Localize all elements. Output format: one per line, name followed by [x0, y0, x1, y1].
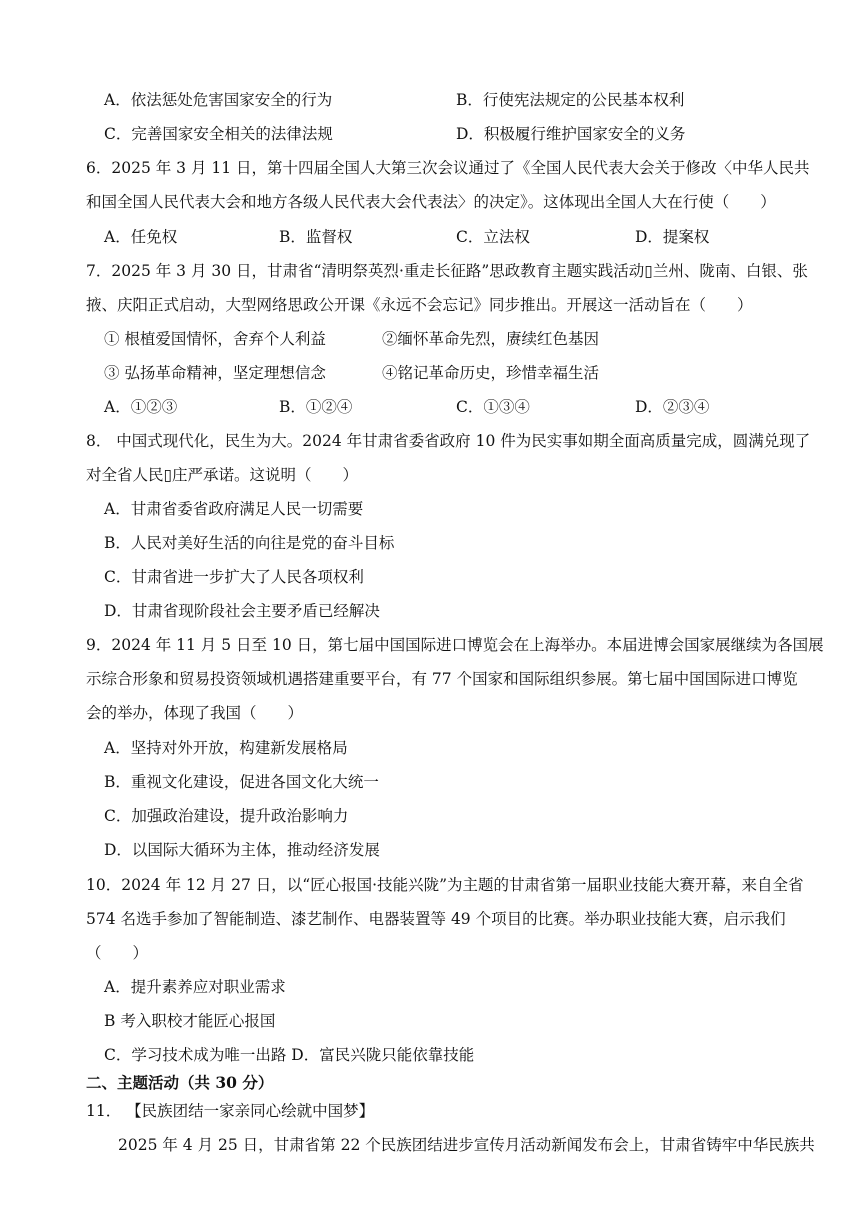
q7-statement-3: ③ 弘扬革命精神，坚定理想信念	[104, 364, 326, 382]
q7-option-d: D．②③④	[635, 398, 710, 416]
q11-title: 11． 【民族团结一家亲同心绘就中国梦】	[86, 1102, 375, 1120]
q9-stem-line-3: 会的举办，体现了我国（ ）	[86, 704, 304, 722]
q9-option-d: D．以国际大循环为主体，推动经济发展	[104, 841, 380, 859]
q9-option-a: A．坚持对外开放，构建新发展格局	[104, 739, 348, 757]
q8-option-a: A．甘肃省委省政府满足人民一切需要	[104, 500, 364, 518]
q10-option-b: B 考入职校才能匠心报国	[104, 1012, 276, 1030]
q8-stem-line-1: 8． 中国式现代化，民生为大。2024 年甘肃省委省政府 10 件为民实事如期全面高质量完成，圆满兑现了	[86, 432, 811, 450]
q8-option-d: D．甘肃省现阶段社会主要矛盾已经解决	[104, 602, 380, 620]
q6-option-d: D．提案权	[635, 228, 710, 246]
q10-stem-line-3: （ ）	[86, 944, 149, 962]
q10-option-c-d: C．学习技术成为唯一出路 D．富民兴陇只能依靠技能	[104, 1046, 475, 1064]
q7-statement-2: ②缅怀革命先烈，赓续红色基因	[382, 330, 600, 348]
q8-option-b: B．人民对美好生活的向往是党的奋斗目标	[104, 534, 395, 552]
q8-stem-line-2: 对全省人民▯庄严承诺。这说明（ ）	[86, 466, 359, 484]
q6-stem-line-1: 6．2025 年 3 月 11 日，第十四届全国人大第三次会议通过了《全国人民代表大会关于修改〈中华人民共	[86, 159, 810, 177]
q6-option-b: B．监督权	[279, 228, 353, 246]
q10-stem-line-1: 10．2024 年 12 月 27 日，以“匠心报国·技能兴陇”为主题的甘肃省第一届职业技能大赛开幕，来自全省	[86, 876, 804, 894]
q9-stem-line-2: 示综合形象和贸易投资领域机遇搭建重要平台，有 77 个国家和国际组织参展。第七届中国国际进口博览	[86, 670, 798, 688]
q9-option-b: B．重视文化建设，促进各国文化大统一	[104, 773, 379, 791]
q7-statement-1: ① 根植爱国情怀，舍弃个人利益	[104, 330, 326, 348]
q11-text-line-1: 2025 年 4 月 25 日，甘肃省第 22 个民族团结进步宣传月活动新闻发布会上，甘肃省铸牢中华民族共	[118, 1136, 815, 1154]
q10-option-a: A．提升素养应对职业需求	[104, 978, 286, 996]
q5-option-c: C．完善国家安全相关的法律法规	[104, 125, 333, 143]
q7-option-a: A．①②③	[104, 398, 178, 416]
q5-option-a: A．依法惩处危害国家安全的行为	[104, 91, 333, 109]
q7-option-b: B．①②④	[279, 398, 353, 416]
q5-option-b: B．行使宪法规定的公民基本权利	[456, 91, 685, 109]
q6-option-c: C．立法权	[456, 228, 530, 246]
q7-stem-line-1: 7．2025 年 3 月 30 日，甘肃省“清明祭英烈·重走长征路”思政教育主题实践活动▯兰州、陇南、白银、张	[86, 262, 808, 280]
q6-stem-line-2: 和国全国人民代表大会和地方各级人民代表大会代表法〉的决定》。这体现出全国人大在行使（ ）	[86, 193, 776, 211]
q9-stem-line-1: 9．2024 年 11 月 5 日至 10 日，第七届中国国际进口博览会在上海举办。本届进博会国家展继续为各国展	[86, 636, 824, 654]
section-2-heading: 二、主题活动（共 30 分）	[86, 1073, 274, 1092]
q6-option-a: A．任免权	[104, 228, 178, 246]
q7-stem-line-2: 掖、庆阳正式启动，大型网络思政公开课《永远不会忘记》同步推出。开展这一活动旨在（ ）	[86, 296, 753, 314]
q10-stem-line-2: 574 名选手参加了智能制造、漆艺制作、电器装置等 49 个项目的比赛。举办职业技能大赛，启示我们	[86, 910, 786, 928]
q7-statement-4: ④铭记革命历史，珍惜幸福生活	[382, 364, 600, 382]
q8-option-c: C．甘肃省进一步扩大了人民各项权利	[104, 568, 364, 586]
q5-option-d: D．积极履行维护国家安全的义务	[456, 125, 686, 143]
q9-option-c: C．加强政治建设，提升政治影响力	[104, 807, 349, 825]
q7-option-c: C．①③④	[456, 398, 530, 416]
